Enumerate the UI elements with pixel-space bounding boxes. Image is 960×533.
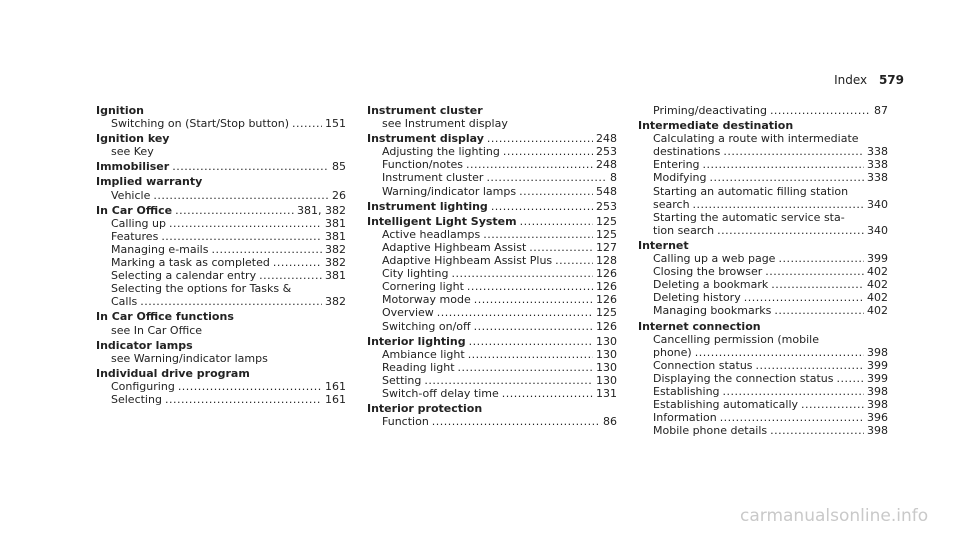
entry-term: Immobiliser	[96, 160, 170, 174]
subentry-text: Connection status	[653, 358, 753, 372]
subentry-text: see Warning/indicator lamps	[111, 351, 268, 365]
leader-dots	[723, 145, 864, 158]
index-subentry	[96, 256, 346, 269]
leader-dots	[756, 359, 864, 372]
page-reference: 402	[867, 304, 888, 318]
entry-term: In Car Office	[96, 203, 173, 217]
page-reference: 26	[332, 188, 346, 202]
entry-term: Ignition key	[96, 132, 170, 146]
entry-term: Indicator lamps	[96, 338, 193, 352]
leader-dots	[771, 278, 864, 291]
leader-dots	[153, 189, 329, 202]
index-subentry	[96, 117, 346, 130]
index-subentry	[638, 211, 888, 224]
index-subentry	[367, 254, 617, 267]
page-reference: 248	[596, 132, 617, 146]
subentry-text: tion search	[653, 223, 715, 237]
index-subentry	[367, 185, 617, 198]
subentry-text: Selecting the options for Tasks &	[111, 282, 292, 296]
page-reference: 381, 382	[297, 203, 346, 217]
index-subentry	[638, 424, 888, 437]
index-entry	[638, 119, 888, 237]
page-reference: 125	[596, 227, 617, 241]
page-reference: 548	[596, 184, 617, 198]
leader-dots	[424, 374, 593, 387]
page-reference: 398	[867, 345, 888, 359]
index-subentry	[367, 117, 617, 130]
page-reference: 396	[867, 411, 888, 425]
subentry-text: Cancelling permission (mobile	[653, 332, 819, 346]
entry-term: Implied warranty	[96, 175, 203, 189]
index-subentry	[638, 411, 888, 424]
page-reference: 128	[596, 254, 617, 268]
index-subentry	[367, 415, 617, 428]
watermark: carmanualsonline.info	[740, 506, 929, 526]
subentry-text: Adaptive Highbeam Assist Plus	[382, 254, 553, 268]
index-subentry	[96, 230, 346, 243]
page-reference: 85	[332, 160, 346, 174]
leader-dots	[474, 320, 593, 333]
entry-term: Instrument display	[367, 132, 484, 146]
subentry-text: Calling up	[111, 216, 166, 230]
subentry-text: Overview	[382, 306, 434, 320]
index-entry-heading	[367, 200, 617, 213]
entry-term: Intelligent Light System	[367, 214, 517, 228]
subentry-text: Priming/deactivating	[653, 104, 767, 117]
subentry-text: Calculating a route with intermediate	[653, 132, 859, 146]
subentry-text: Starting the automatic service sta-	[653, 210, 845, 224]
page-reference: 338	[867, 145, 888, 159]
page-reference: 126	[596, 319, 617, 333]
leader-dots	[467, 280, 593, 293]
leader-dots	[520, 215, 593, 228]
entry-term: Intermediate destination	[638, 119, 794, 133]
index-subentry	[638, 385, 888, 398]
index-entry	[367, 200, 617, 213]
leader-dots	[744, 291, 864, 304]
page-reference: 381	[325, 216, 346, 230]
leader-dots	[693, 198, 864, 211]
index-subentry	[96, 145, 346, 158]
index-entry	[367, 335, 617, 400]
subentry-text: phone)	[653, 345, 692, 359]
index-subentry	[638, 132, 888, 145]
leader-dots	[169, 217, 322, 230]
subentry-text: Features	[111, 229, 159, 243]
index-entry	[96, 367, 346, 406]
page-reference: 398	[867, 398, 888, 412]
page-number: 579	[878, 73, 904, 87]
page-reference: 161	[325, 392, 346, 406]
subentry-text: Starting an automatic filling station	[653, 184, 849, 198]
entry-term: Interior protection	[367, 402, 483, 416]
leader-dots	[778, 252, 864, 265]
subentry-text: Switching on (Start/Stop button)	[111, 117, 290, 131]
leader-dots	[273, 256, 322, 269]
page-reference: 253	[596, 145, 617, 159]
index-subentry	[638, 291, 888, 304]
index-entry-heading	[96, 339, 346, 352]
leader-dots	[491, 200, 593, 213]
index-entry	[638, 239, 888, 318]
leader-dots	[770, 104, 871, 117]
index-entry	[96, 175, 346, 201]
index-entry	[638, 320, 888, 438]
header-label: Index	[834, 73, 868, 87]
subentry-text: Displaying the connection status	[653, 371, 834, 385]
index-subentry	[367, 374, 617, 387]
leader-dots	[529, 241, 593, 254]
leader-dots	[178, 380, 322, 393]
index-entry-heading	[367, 215, 617, 228]
subentry-text: Managing bookmarks	[653, 304, 772, 318]
index-entry	[96, 339, 346, 365]
index-subentry	[367, 228, 617, 241]
index-subentry	[96, 324, 346, 337]
subentry-text: destinations	[653, 145, 721, 159]
leader-dots	[502, 387, 593, 400]
leader-dots	[519, 185, 593, 198]
entry-term: Instrument lighting	[367, 199, 488, 213]
index-subentry	[638, 104, 888, 117]
page-reference: 402	[867, 265, 888, 279]
index-subentry	[367, 306, 617, 319]
leader-dots	[555, 254, 593, 267]
index-entry-heading	[367, 402, 617, 415]
index-subentry	[96, 352, 346, 365]
index-entry-heading	[96, 204, 346, 217]
index-subentry	[367, 320, 617, 333]
page-reference: 131	[596, 386, 617, 400]
index-entry	[367, 132, 617, 197]
subentry-text: Configuring	[111, 379, 175, 393]
index-entry-heading	[96, 104, 346, 117]
leader-dots	[474, 293, 593, 306]
leader-dots	[161, 230, 322, 243]
index-entry-heading	[96, 175, 346, 188]
index-entry-heading	[638, 239, 888, 252]
index-entry	[367, 104, 617, 130]
leader-dots	[765, 265, 864, 278]
page-reference: 381	[325, 269, 346, 283]
index-subentry	[638, 278, 888, 291]
page-reference: 338	[867, 158, 888, 172]
subentry-text: Deleting history	[653, 291, 741, 305]
subentry-text: Adaptive Highbeam Assist	[382, 240, 527, 254]
leader-dots	[801, 398, 864, 411]
entry-term: Instrument cluster	[367, 104, 483, 117]
subentry-text: Managing e-mails	[111, 242, 209, 256]
index-column-1	[96, 104, 346, 408]
index-entry	[96, 160, 346, 173]
index-subentry	[367, 361, 617, 374]
index-subentry	[96, 217, 346, 230]
index-entry-heading	[367, 335, 617, 348]
entry-term: In Car Office functions	[96, 310, 234, 324]
index-entry	[96, 310, 346, 336]
index-entry	[96, 104, 346, 130]
page-reference: 402	[867, 278, 888, 292]
page-reference: 338	[867, 171, 888, 185]
entry-term: Individual drive program	[96, 366, 250, 380]
index-subentry	[638, 372, 888, 385]
index-subentry	[367, 267, 617, 280]
subentry-text: Setting	[382, 373, 422, 387]
subentry-text: Entering	[653, 158, 700, 172]
page-reference: 126	[596, 280, 617, 294]
index-subentry	[96, 243, 346, 256]
index-subentry	[367, 387, 617, 400]
page-reference: 381	[325, 229, 346, 243]
page-reference: 126	[596, 293, 617, 307]
index-column-2	[367, 104, 617, 430]
index-subentry	[638, 265, 888, 278]
index-subentry	[367, 171, 617, 184]
leader-dots	[451, 267, 593, 280]
leader-dots	[432, 415, 600, 428]
subentry-text: Switching on/off	[382, 319, 471, 333]
index-subentry	[638, 304, 888, 317]
index-entry-heading	[96, 160, 346, 173]
index-subentry	[638, 185, 888, 198]
leader-dots	[695, 346, 864, 359]
leader-dots	[483, 228, 593, 241]
index-subentry	[367, 241, 617, 254]
leader-dots	[259, 269, 322, 282]
index-subentry	[367, 348, 617, 361]
subentry-text: Vehicle	[111, 188, 151, 202]
index-column-3	[638, 104, 888, 439]
index-entry-heading	[638, 119, 888, 132]
subentry-text: Mobile phone details	[653, 424, 768, 438]
page-reference: 151	[325, 117, 346, 131]
index-entry-heading	[638, 320, 888, 333]
subentry-text: Establishing	[653, 384, 720, 398]
subentry-text: Marking a task as completed	[111, 256, 270, 270]
subentry-text: Closing the browser	[653, 265, 763, 279]
page-reference: 87	[874, 104, 888, 117]
leader-dots	[140, 295, 322, 308]
subentry-text: Modifying	[653, 171, 707, 185]
subentry-text: see Instrument display	[382, 117, 508, 131]
leader-dots	[720, 411, 864, 424]
subentry-text: City lighting	[382, 267, 449, 281]
index-subentry	[367, 145, 617, 158]
leader-dots	[709, 171, 864, 184]
subentry-text: search	[653, 197, 690, 211]
index-subentry	[638, 346, 888, 359]
page-reference: 8	[610, 171, 617, 185]
leader-dots	[837, 372, 864, 385]
leader-dots	[487, 132, 593, 145]
leader-dots	[466, 158, 593, 171]
index-subentry	[367, 280, 617, 293]
index-subentry	[638, 333, 888, 346]
page-reference: 402	[867, 291, 888, 305]
index-entry	[367, 215, 617, 333]
index-entry-heading	[96, 132, 346, 145]
index-entry-heading	[96, 310, 346, 323]
leader-dots	[458, 361, 593, 374]
page-reference: 382	[325, 242, 346, 256]
page-reference: 399	[867, 252, 888, 266]
page-reference: 126	[596, 267, 617, 281]
index-entry-heading	[96, 367, 346, 380]
page-reference: 130	[596, 347, 617, 361]
subentry-text: Warning/indicator lamps	[382, 184, 517, 198]
index-entry	[638, 104, 888, 117]
index-subentry	[638, 198, 888, 211]
page-reference: 130	[596, 373, 617, 387]
page-reference: 399	[867, 358, 888, 372]
index-subentry	[638, 224, 888, 237]
index-subentry	[638, 252, 888, 265]
subentry-text: Instrument cluster	[382, 171, 484, 185]
subentry-text: Function/notes	[382, 158, 464, 172]
page-reference: 398	[867, 424, 888, 438]
index-subentry	[638, 359, 888, 372]
index-subentry	[638, 145, 888, 158]
leader-dots	[723, 385, 864, 398]
leader-dots	[165, 393, 322, 406]
leader-dots	[292, 117, 322, 130]
page-reference: 130	[596, 334, 617, 348]
index-subentry	[638, 398, 888, 411]
subentry-text: Information	[653, 411, 717, 425]
leader-dots	[703, 158, 864, 171]
index-subentry	[638, 171, 888, 184]
subentry-text: Deleting a bookmark	[653, 278, 769, 292]
entry-term: Interior lighting	[367, 334, 466, 348]
entry-term: Internet connection	[638, 319, 761, 333]
subentry-text: Establishing automatically	[653, 398, 799, 412]
subentry-text: Ambiance light	[382, 347, 465, 361]
index-subentry	[96, 393, 346, 406]
index-subentry	[96, 282, 346, 295]
page-reference: 382	[325, 256, 346, 270]
leader-dots	[437, 306, 593, 319]
subentry-text: Active headlamps	[382, 227, 481, 241]
page-reference: 86	[603, 415, 617, 429]
leader-dots	[468, 348, 593, 361]
page-reference: 382	[325, 295, 346, 309]
page-reference: 398	[867, 384, 888, 398]
subentry-text: Motorway mode	[382, 293, 471, 307]
index-subentry	[96, 380, 346, 393]
subentry-text: Selecting	[111, 392, 162, 406]
page-reference: 125	[596, 214, 617, 228]
page-reference: 340	[867, 223, 888, 237]
subentry-text: Adjusting the lighting	[382, 145, 500, 159]
index-entry-heading	[367, 104, 617, 117]
page-reference: 130	[596, 360, 617, 374]
page-reference: 253	[596, 199, 617, 213]
index-entry	[96, 204, 346, 309]
subentry-text: see In Car Office	[111, 323, 203, 337]
index-entry	[96, 132, 346, 158]
index-subentry	[96, 189, 346, 202]
page-reference: 248	[596, 158, 617, 172]
page-header	[834, 72, 904, 88]
leader-dots	[503, 145, 593, 158]
index-subentry	[96, 295, 346, 308]
page-reference: 161	[325, 379, 346, 393]
subentry-text: Function	[382, 415, 429, 429]
subentry-text: Calling up a web page	[653, 252, 776, 266]
leader-dots	[175, 204, 294, 217]
subentry-text: Cornering light	[382, 280, 464, 294]
index-subentry	[367, 158, 617, 171]
entry-term: Internet	[638, 238, 689, 252]
subentry-text: Selecting a calendar entry	[111, 269, 257, 283]
index-subentry	[96, 269, 346, 282]
leader-dots	[717, 224, 864, 237]
entry-term: Ignition	[96, 104, 144, 117]
page-reference: 340	[867, 197, 888, 211]
page-reference: 127	[596, 240, 617, 254]
index-subentry	[638, 158, 888, 171]
subentry-text: Switch-off delay time	[382, 386, 499, 400]
index-entry-heading	[367, 132, 617, 145]
subentry-text: see Key	[111, 145, 154, 159]
leader-dots	[774, 304, 864, 317]
leader-dots	[469, 335, 593, 348]
leader-dots	[770, 424, 864, 437]
page-reference: 399	[867, 371, 888, 385]
page-reference: 125	[596, 306, 617, 320]
index-entry	[367, 402, 617, 428]
subentry-text: Calls	[111, 295, 138, 309]
leader-dots	[486, 171, 607, 184]
leader-dots	[211, 243, 322, 256]
index-subentry	[367, 293, 617, 306]
subentry-text: Reading light	[382, 360, 455, 374]
leader-dots	[172, 160, 329, 173]
